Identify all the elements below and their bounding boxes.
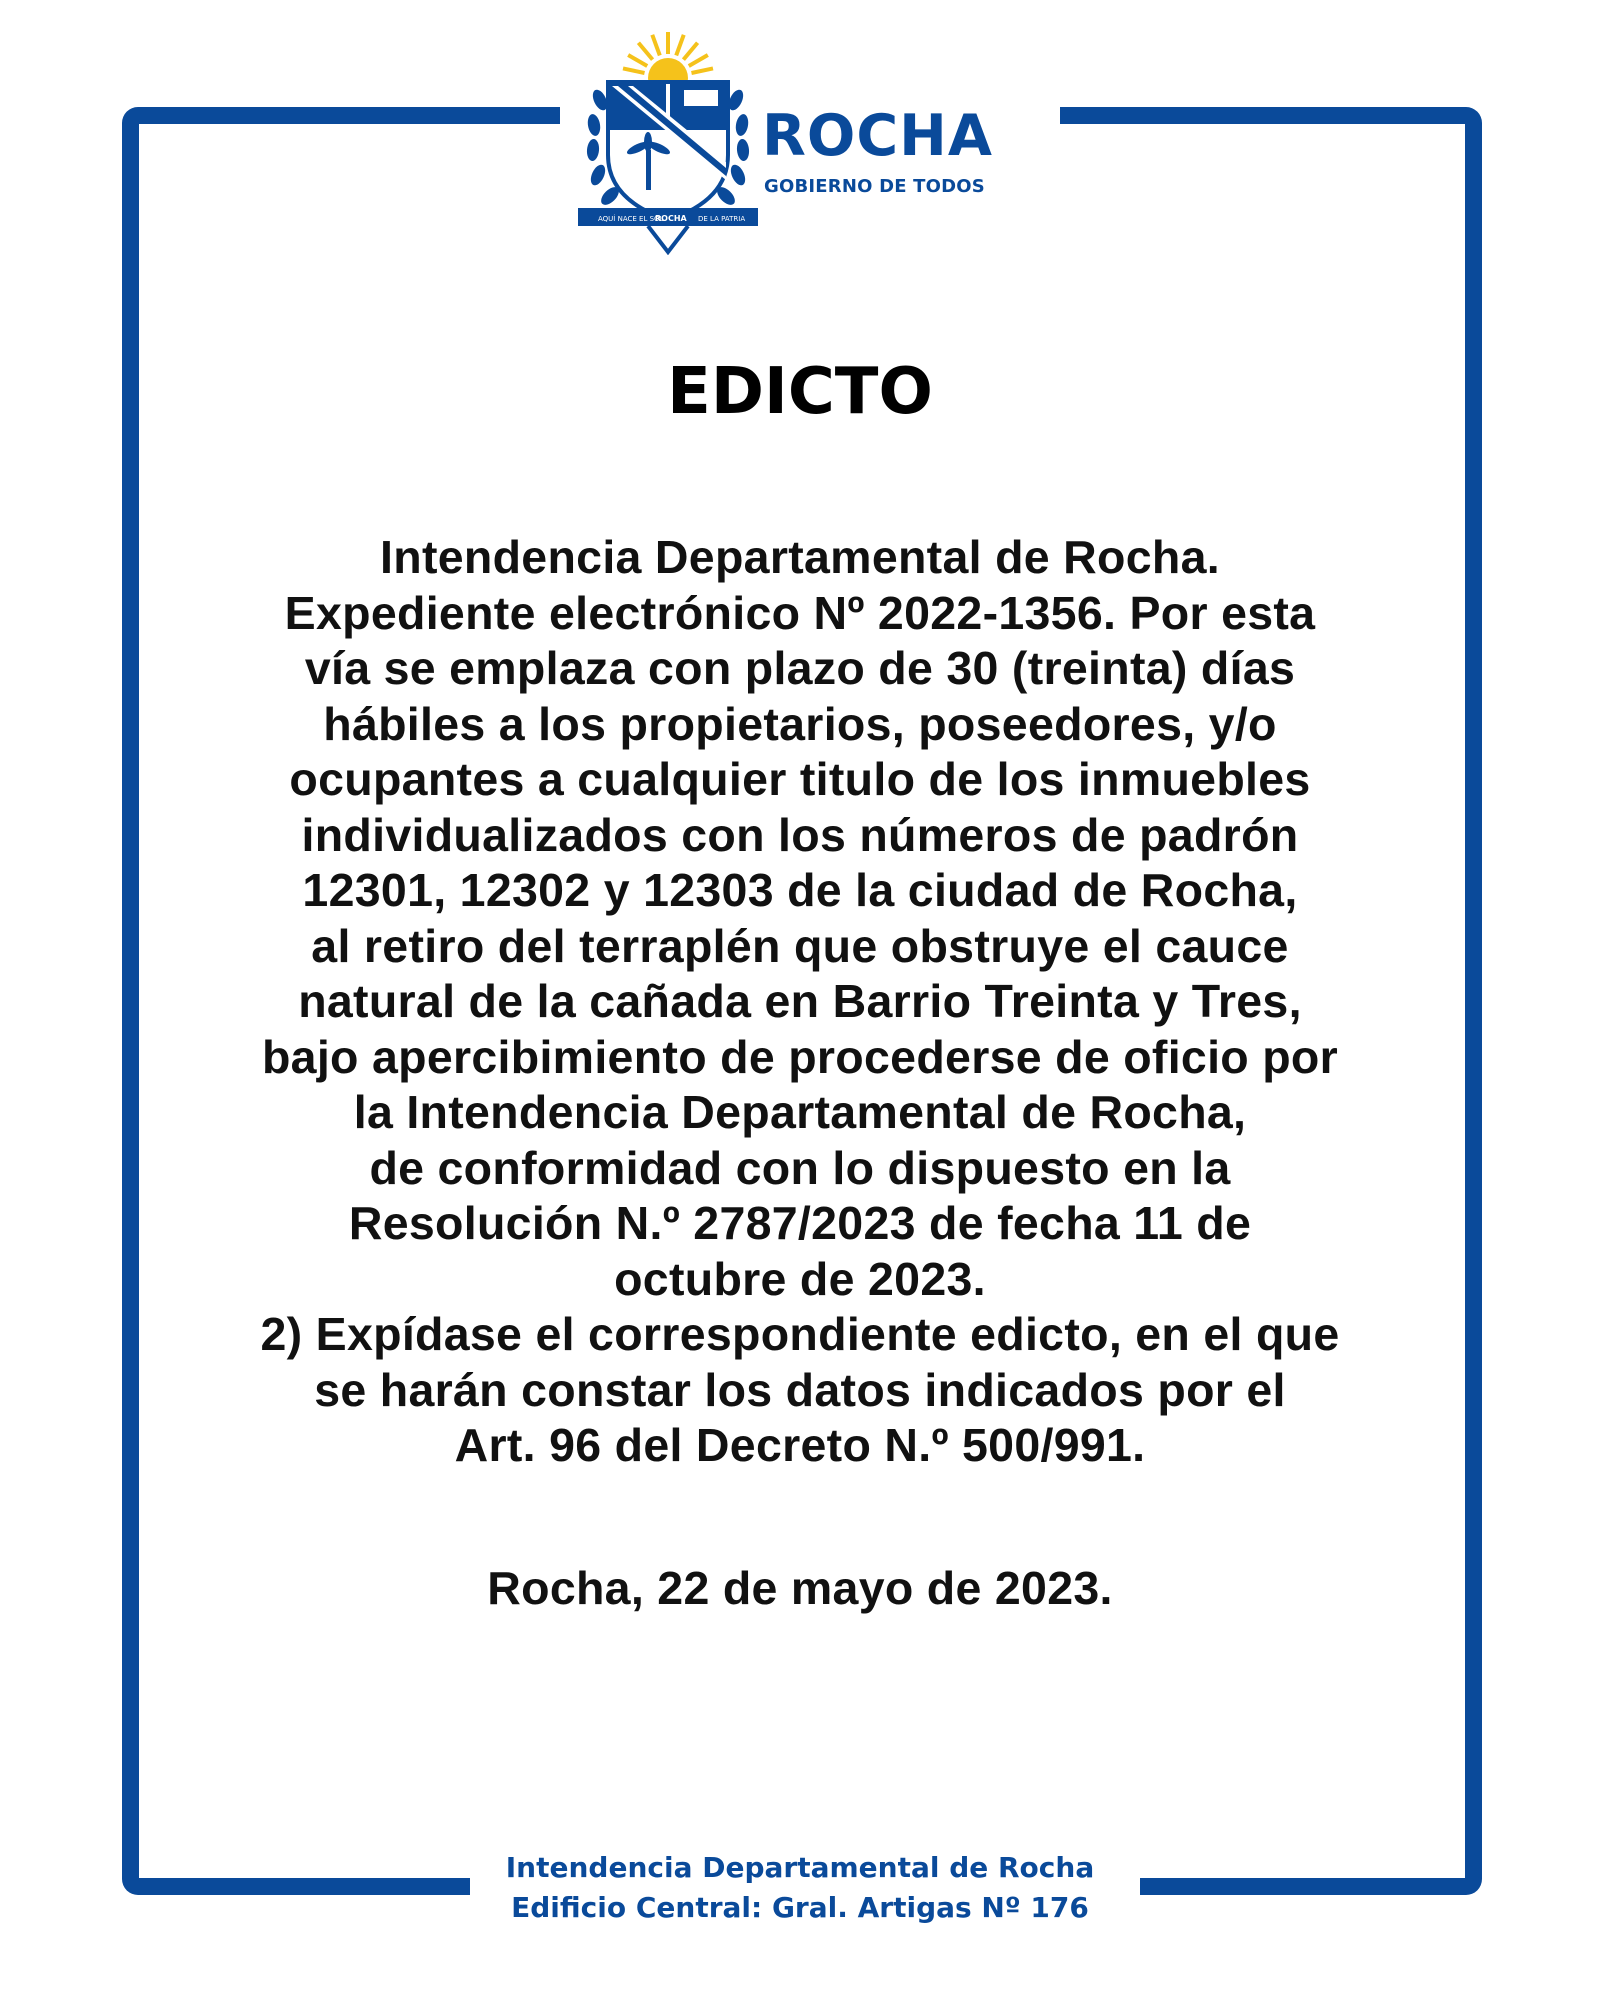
footer-line-2: Edificio Central: Gral. Artigas Nº 176: [511, 1891, 1089, 1924]
body-line: Art. 96 del Decreto N.º 500/991.: [454, 1419, 1146, 1471]
footer-line-1: Intendencia Departamental de Rocha: [505, 1851, 1095, 1884]
rocha-logo: [578, 30, 1038, 255]
date-line: Rocha, 22 de mayo de 2023.: [487, 1562, 1113, 1614]
body-line: octubre de 2023.: [614, 1252, 986, 1305]
body-line: ocupantes a cualquier titulo de los inmuebles: [289, 753, 1311, 805]
body-line: de conformidad con lo dispuesto en la: [369, 1141, 1231, 1194]
edict-body: [150, 530, 1450, 1474]
body-line: vía se emplaza con plazo de 30 (treinta) días: [304, 642, 1296, 694]
crest-motto-center: ROCHA: [655, 214, 687, 223]
body-line: Expediente electrónico Nº 2022-1356. Por esta: [284, 586, 1316, 639]
body-line: individualizados con los números de padrón: [301, 808, 1299, 861]
body-line: Resolución N.º 2787/2023 de fecha 11 de: [348, 1197, 1252, 1249]
body-line: al retiro del terraplén que obstruye el cauce: [311, 919, 1289, 972]
body-line: Intendencia Departamental de Rocha.: [380, 531, 1220, 583]
body-line: 2) Expídase el correspondiente edicto, en el que: [260, 1308, 1340, 1360]
body-line: hábiles a los propietarios, poseedores, y/o: [323, 697, 1277, 750]
body-line: natural de la cañada en Barrio Treinta y Tres,: [298, 975, 1302, 1027]
page-title: EDICTO: [667, 355, 933, 429]
body-line: la Intendencia Departamental de Rocha,: [353, 1086, 1247, 1138]
body-line: se harán constar los datos indicados por el: [314, 1363, 1286, 1416]
footer: [0, 1848, 1600, 1928]
crest-motto-left: AQUÍ NACE EL SOL: [598, 215, 664, 223]
crest-motto-right: DE LA PATRIA: [698, 215, 746, 223]
body-line: 12301, 12302 y 12303 de la ciudad de Rocha,: [302, 864, 1298, 916]
brand-name: ROCHA: [762, 103, 993, 169]
body-line: bajo apercibimiento de procederse de oficio por: [261, 1030, 1339, 1083]
brand-tagline: GOBIERNO DE TODOS: [764, 176, 985, 197]
coat-of-arms-icon: [578, 30, 758, 255]
